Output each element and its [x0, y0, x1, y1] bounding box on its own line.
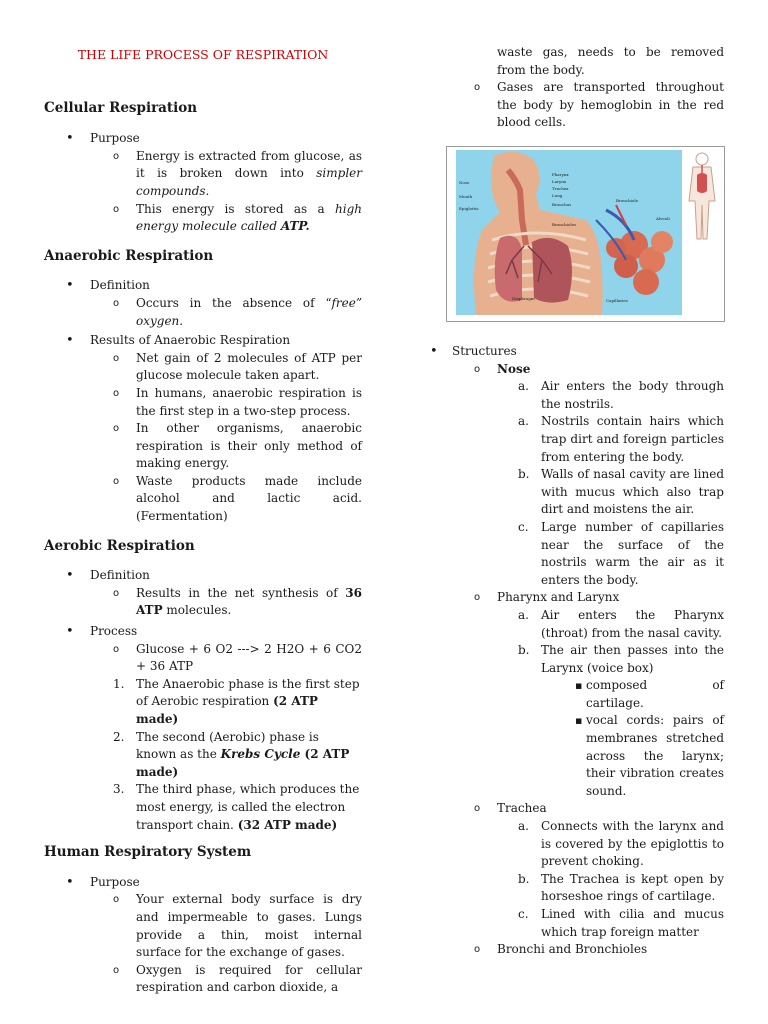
bullet-definition: • Definition	[44, 277, 362, 295]
list-item: a. Nostrils contain hairs which trap dirt and foreign particles from entering the body.	[518, 414, 724, 464]
list-item: o Your external body surface is dry and impermeable to gases. Lungs provide a thin, moist internal surface for the exchange of gases.	[113, 892, 362, 960]
heading-anaerobic: Anaerobic Respiration	[44, 247, 214, 264]
label-nose: Nose	[459, 180, 470, 185]
label-larynx: Larynx	[552, 179, 567, 184]
list-item: o Results in the net synthesis of 36 ATP molecules.	[113, 585, 362, 618]
list-item: o Net gain of 2 molecules of ATP per glucose molecule taken apart.	[113, 350, 362, 383]
list-item: o Energy is extracted from glucose, as it is broken down into simpler compounds.	[113, 148, 362, 198]
respiratory-system-figure	[446, 146, 725, 322]
subheading-nose: o Nose	[474, 361, 531, 376]
label-trachea: Trachea	[552, 186, 569, 191]
continued-text: waste gas, needs to be removed from the body.	[497, 45, 724, 77]
list-item: o This energy is stored as a high energy molecule called ATP.	[113, 201, 362, 234]
list-item: b. Walls of nasal cavity are lined with mucus which also trap dirt and moistens the air.	[518, 467, 724, 517]
bullet-marker: o	[113, 203, 120, 215]
label-capillaries: Capillaries	[606, 298, 628, 303]
list-item: o Waste products made include alcohol and lactic acid. (Fermentation)	[113, 473, 362, 524]
bullet-process: • Process	[44, 623, 362, 641]
list-item: ▪ composed of cartilage.	[430, 677, 724, 712]
list-item: b. The Trachea is kept open by horseshoe rings of cartilage.	[518, 871, 724, 904]
list-item: o In humans, anaerobic respiration is the first step in a two-step process.	[113, 385, 362, 418]
heading-aerobic: Aerobic Respiration	[44, 537, 195, 554]
list-item: o Oxygen is required for cellular respiration and carbon dioxide, a	[113, 962, 362, 995]
equation: o Glucose + 6 O2 ---> 2 H2O + 6 CO2 + 36 ATP	[113, 641, 362, 674]
label-bronchioles: Bronchioles	[552, 222, 577, 227]
label-bronchiole: Bronchiole	[616, 198, 638, 203]
list-item: o Occurs in the absence of “free” oxygen.	[113, 295, 362, 328]
respiratory-illustration-svg	[456, 150, 682, 315]
label-epiglottis: Epiglottis	[459, 206, 479, 211]
label-diaphragm: Diaphragm	[512, 296, 535, 301]
right-column-top	[430, 44, 724, 132]
left-column	[44, 0, 362, 997]
subheading-trachea: o Trachea	[474, 801, 547, 816]
heading-cellular: Cellular Respiration	[44, 99, 198, 116]
label-mouth: Mouth	[459, 194, 473, 199]
subheading-bronchi: o Bronchi and Bronchioles	[474, 942, 648, 957]
subheading-pharynx-larynx: o Pharynx and Larynx	[474, 590, 620, 605]
label-lung: Lung	[552, 193, 563, 198]
body-outline-icon	[683, 151, 721, 241]
list-item: b. The air then passes into the Larynx (voice box)	[518, 643, 724, 675]
bullet-definition: • Definition	[44, 567, 362, 585]
bullet-results: • Results of Anaerobic Respiration	[44, 332, 362, 350]
list-item: o In other organisms, anaerobic respiration is their only method of making energy.	[113, 421, 362, 471]
page-title: THE LIFE PROCESS OF RESPIRATION	[77, 47, 329, 62]
heading-human-respiratory: Human Respiratory System	[44, 844, 252, 861]
list-item: c. Large number of capillaries near the surface of the nostrils warm the air as it enters the body.	[518, 519, 724, 587]
list-item: a. Air enters the body through the nostrils.	[518, 379, 724, 411]
list-item: 1. The Anaerobic phase is the first step of Aerobic respiration (2 ATP made)	[113, 676, 360, 726]
list-item: ▪ vocal cords: pairs of membranes stretched across the larynx; their vibration creates sound.	[430, 712, 724, 800]
list-item: a. Air enters the Pharynx (throat) from the nasal cavity.	[518, 607, 724, 640]
list-item: 3. The third phase, which produces the most energy, is called the electron transport chain. (32 ATP made)	[113, 782, 360, 832]
list-item: c. Lined with cilia and mucus which trap foreign matter	[518, 907, 724, 939]
list-item: a. Connects with the larynx and is covered by the epiglottis to prevent choking.	[518, 819, 724, 869]
list-item: 2. The second (Aerobic) phase is known as the Krebs Cycle (2 ATP made)	[113, 729, 350, 779]
respiratory-system-illustration-icon	[456, 150, 682, 315]
bullet-structures: • Structures	[430, 343, 724, 361]
bullet-purpose: • Purpose	[44, 130, 362, 148]
label-alveoli: Alveoli	[656, 216, 670, 221]
label-pharynx: Pharynx	[552, 172, 569, 177]
bullet-purpose: • Purpose	[44, 874, 362, 892]
bullet-marker: o	[113, 150, 120, 162]
label-bronchus: Bronchus	[552, 202, 572, 207]
right-column-structures	[430, 343, 724, 959]
list-item: o Gases are transported throughout the body by hemoglobin in the red blood cells.	[474, 80, 724, 130]
